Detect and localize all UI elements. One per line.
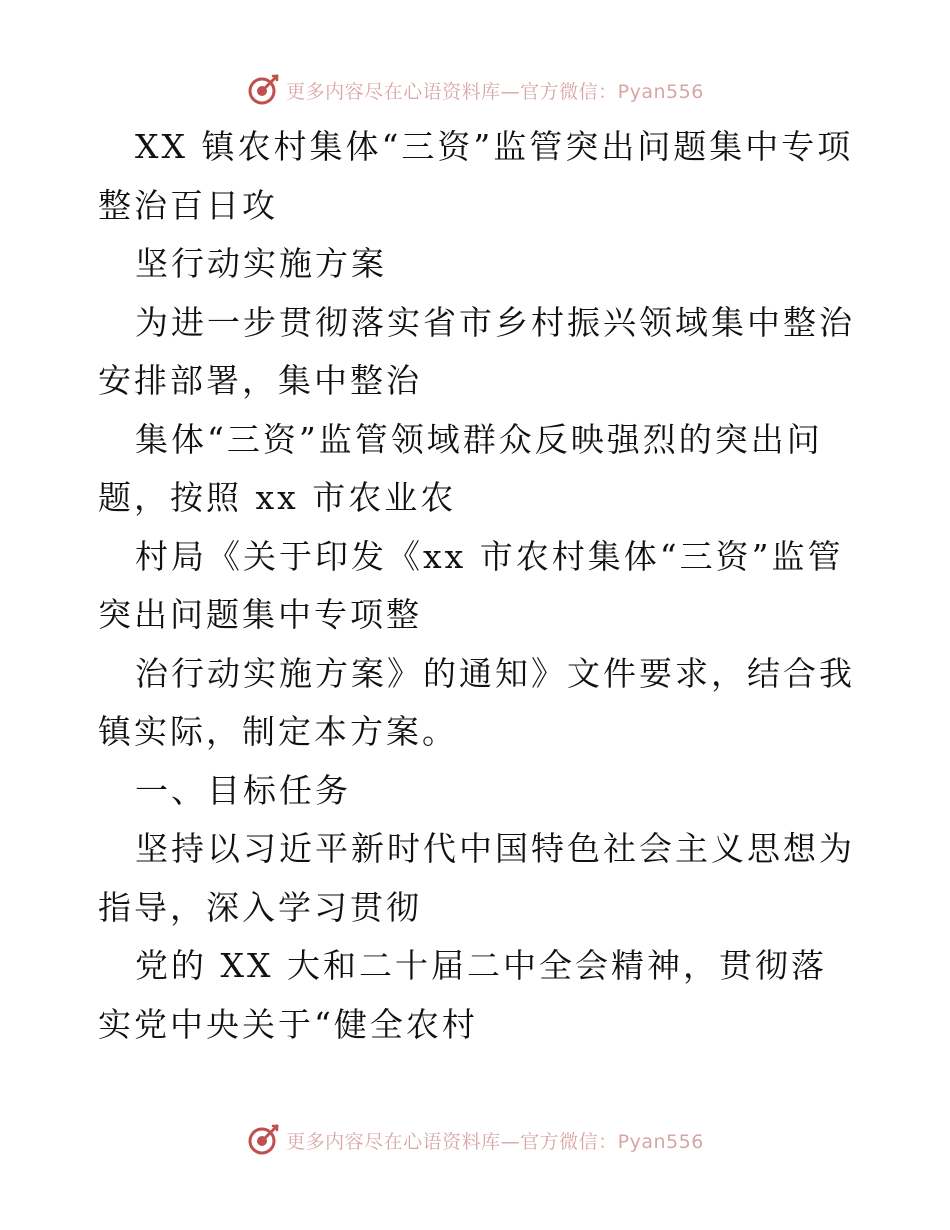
paragraph-goals-2: 党的 XX 大和二十届二中全会精神，贯彻落实党中央关于“健全农村 (98, 946, 827, 1044)
watermark-header-text: 更多内容尽在心语资料库—官方微信：Pyan556 (286, 80, 704, 103)
section-heading-goals: 一、目标任务 (135, 770, 351, 810)
logo-icon (246, 73, 280, 107)
watermark-footer-group (246, 1123, 704, 1157)
watermark-header-group (246, 73, 704, 107)
paragraph-title: XX 镇农村集体“三资”监管突出问题集中专项整治百日攻 (98, 127, 854, 225)
paragraph-intro-4: 治行动实施方案》的通知》文件要求，结合我镇实际，制定本方案。 (98, 653, 855, 751)
paragraph-intro-1: 为进一步贯彻落实省市乡村振兴领域集中整治安排部署，集中整治 (98, 302, 855, 400)
paragraph-title-cont: 坚行动实施方案 (135, 244, 387, 283)
paragraph-intro-3: 村局《关于印发《xx 市农村集体“三资”监管突出问题集中专项整 (98, 536, 844, 634)
watermark-footer-text: 更多内容尽在心语资料库—官方微信：Pyan556 (286, 1130, 704, 1153)
watermark-header (0, 70, 950, 110)
paragraph-goals-1: 坚持以习近平新时代中国特色社会主义思想为指导，深入学习贯彻 (98, 829, 855, 927)
logo-icon (246, 1123, 280, 1157)
watermark-footer (0, 1120, 950, 1160)
paragraph-intro-2: 集体“三资”监管领域群众反映强烈的突出问题，按照 xx 市农业农 (98, 419, 823, 517)
document-body (98, 118, 858, 1054)
